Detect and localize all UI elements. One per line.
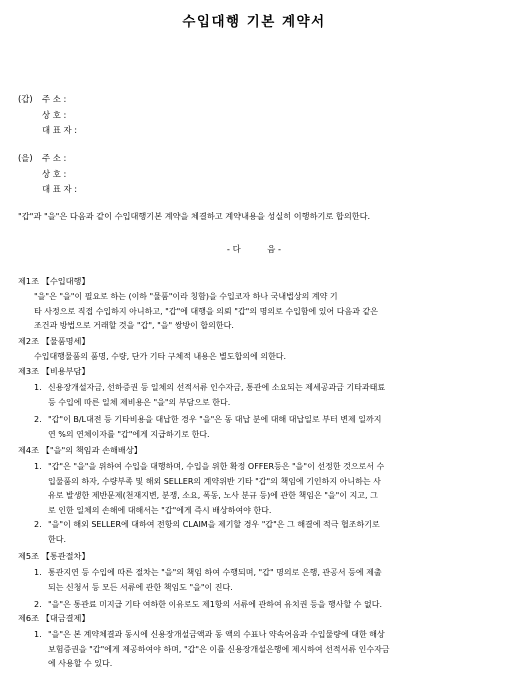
party-b-address-label: 주 소 : (42, 153, 67, 163)
item-line: 에 사용할 수 있다. (48, 659, 113, 669)
item-number: 2. (34, 600, 42, 609)
item-number: 1. (34, 462, 42, 471)
item-number: 1. (34, 568, 42, 577)
article-1-body (34, 290, 378, 334)
item-line: 통관지연 등 수입에 따른 절차는 "을"의 책임 하여 수행되며, "갑" 명의로 은행, 관공서 등에 제출 (48, 568, 382, 577)
article-4-heading: 제4조 【"을"의 책임과 손해배상】 (18, 445, 142, 455)
item-line: 로 인한 일체의 손해에 대해서는 "갑"에게 즉시 배상하여야 한다. (48, 505, 272, 515)
center-mark: - 다 음 - (226, 244, 282, 254)
item-line: "을"이 해외 SELLER에 대하여 전항의 CLAIM을 제기할 경우 "갑"은 그 해결에 적극 협조하기로 (48, 520, 380, 529)
party-a-rep-label: 대 표 자 : (42, 125, 78, 136)
item-number: 2. (34, 520, 42, 529)
party-b-rep-label: 대 표 자 : (42, 184, 78, 195)
item-line: "갑"이 B/L대전 등 기타비용을 대납한 경우 "을"은 동 대납 분에 대해 대납일로 부터 변제 일까지 (48, 415, 382, 424)
item-line: 연 %의 연체이자를 "갑"에게 지급하기로 한다. (48, 429, 210, 439)
party-a-block (18, 92, 98, 139)
item-number: 1. (34, 383, 42, 392)
item-line: 유로 발생한 제반문제(천재지변, 분쟁, 소요, 폭동, 노사 분규 등)에 관한 책임은 "을"이 지고, 그 (48, 491, 378, 501)
party-b-block (18, 151, 98, 198)
article-1-line: 타 사정으로 직접 수입하지 아니하고, "갑"에 대행을 의뢰 "갑"의 명의로 수입함에 있어 다음과 같은 (34, 306, 378, 316)
party-b-company-label: 상 호 : (42, 168, 67, 179)
party-a-company-label: 상 호 : (42, 109, 67, 120)
article-5-heading: 제5조 【통관절차】 (18, 551, 90, 561)
party-b-tag: (을) (18, 153, 33, 163)
item-line: "갑"은 "을"을 위하여 수입을 대행하며, 수입을 위한 확정 OFFER등은 "을"이 선정한 것으로서 수 (48, 462, 385, 471)
article-2-body (34, 350, 286, 365)
article-1-heading: 제1조 【수입대행】 (18, 276, 90, 286)
article-2-heading: 제2조 【물품명세】 (18, 336, 90, 346)
item-line: 보험증권을 "갑"에게 제공하여야 하며, "갑"은 이를 신용장개설은행에 제시하여 선적서류 인수자금 (48, 644, 390, 654)
item-line: 등 수입에 따른 일체 제비용은 "을"의 부담으로 한다. (48, 397, 231, 407)
page-title: 수입대행 기본 계약서 (182, 14, 326, 30)
article-1-line: 조건과 방법으로 거래할 것을 "갑", "을" 쌍방이 합의한다. (34, 321, 234, 331)
item-number: 2. (34, 415, 42, 424)
item-line: 신용장개설자금, 선하증권 등 일체의 선적서류 인수자금, 통관에 소요되는 제세공과금 기타과태료 (48, 383, 386, 392)
item-line: 되는 신청서 등 모든 서류에 관한 책임도 "을"이 진다. (48, 582, 233, 592)
party-a-address-label: 주 소 : (42, 94, 67, 104)
article-6-heading: 제6조 【대금결제】 (18, 613, 90, 623)
intro-paragraph: "갑"과 "을"은 다음과 같이 수입대행기본 계약을 체결하고 계약내용을 성실히 이행하기로 합의한다. (18, 211, 371, 221)
item-line: "을"은 본 계약체결과 동시에 신용장개설금액과 동 액의 수표나 약속어음과 수입물량에 대한 해상 (48, 630, 385, 639)
article-1-line: "을"은 "을"이 필요로 하는 (이하 "물품"이라 칭함)을 수입코자 하나 국내법상의 계약 기 (34, 292, 338, 301)
party-a-tag: (갑) (18, 94, 33, 104)
item-number: 1. (34, 630, 42, 639)
item-line: 입물품의 하자, 수량부족 및 해외 SELLER의 계약위반 기타 "갑"의 책임에 기인하지 아니하는 사 (48, 476, 381, 486)
item-line: "을"은 통관료 미지급 기타 여하한 이유로도 제1항의 서류에 관하여 유치권 등을 행사할 수 없다. (48, 600, 382, 609)
item-line: 한다. (48, 534, 66, 544)
article-3-heading: 제3조 【비용부담】 (18, 366, 90, 376)
article-2-line: 수입대행물품의 품명, 수량, 단가 기타 구체적 내용은 별도합의에 의한다. (34, 352, 287, 361)
